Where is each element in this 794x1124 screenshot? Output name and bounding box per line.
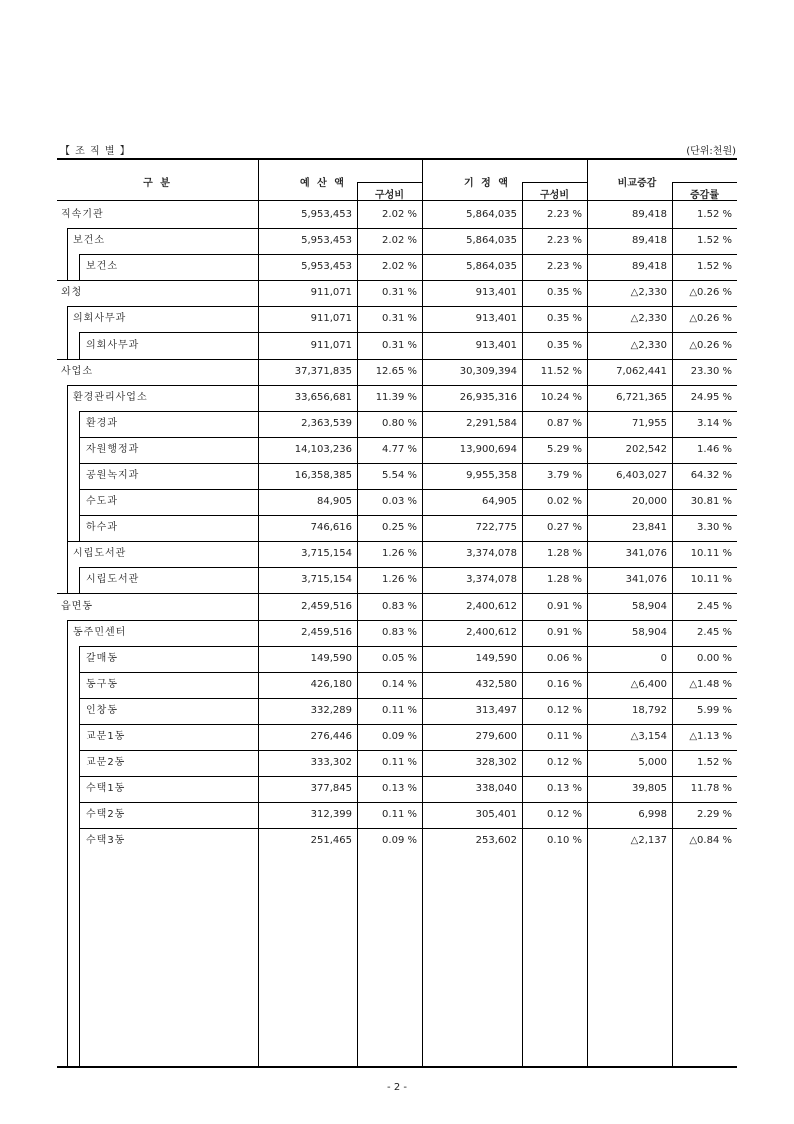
cell-previous: 3,374,078 <box>466 548 517 560</box>
cell-budget-ratio: 2.02 % <box>382 209 417 220</box>
table-row <box>57 594 737 620</box>
cell-change: 5,000 <box>638 757 667 769</box>
row-label: 사업소 <box>61 365 93 377</box>
row-label: 동주민센터 <box>73 626 127 638</box>
row-label: 보건소 <box>86 261 118 273</box>
cell-change: 6,403,027 <box>616 470 667 481</box>
cell-budget: 332,289 <box>310 704 352 716</box>
table-row <box>57 463 737 489</box>
row-label: 수택3동 <box>86 835 126 847</box>
cell-previous: 913,401 <box>475 313 517 325</box>
cell-change: △2,137 <box>630 835 667 847</box>
cell-rate: △0.26 % <box>689 339 732 351</box>
header-previous: 기 정 액 <box>464 178 510 189</box>
cell-previous-ratio: 0.12 % <box>547 757 582 769</box>
row-label: 시립도서관 <box>73 548 127 560</box>
cell-budget: 3,715,154 <box>301 548 352 560</box>
cell-budget-ratio: 12.65 % <box>375 365 417 377</box>
cell-previous-ratio: 0.06 % <box>547 652 582 664</box>
cell-budget-ratio: 2.02 % <box>382 261 417 273</box>
table-row <box>57 750 737 776</box>
cell-budget-ratio: 4.77 % <box>382 443 417 455</box>
row-label: 직속기관 <box>61 209 104 220</box>
cell-budget: 3,715,154 <box>301 574 352 586</box>
row-label: 교문2동 <box>86 757 126 769</box>
cell-budget-ratio: 0.83 % <box>382 600 417 612</box>
row-label: 수택2동 <box>86 809 126 821</box>
row-label: 수도과 <box>86 496 118 508</box>
cell-budget: 312,399 <box>310 809 352 821</box>
cell-rate: 3.30 % <box>697 522 732 534</box>
cell-previous: 2,400,612 <box>466 600 517 612</box>
cell-budget: 2,459,516 <box>301 600 352 612</box>
cell-previous: 149,590 <box>475 652 517 664</box>
cell-rate: △1.13 % <box>689 731 732 742</box>
cell-rate: 10.11 % <box>690 574 732 586</box>
cell-previous-ratio: 0.16 % <box>547 678 582 690</box>
cell-previous-ratio: 0.35 % <box>547 339 582 351</box>
cell-rate: △1.48 % <box>689 678 732 690</box>
cell-budget-ratio: 0.09 % <box>382 835 417 847</box>
cell-change: 89,418 <box>632 209 667 220</box>
cell-change: △2,330 <box>630 339 667 351</box>
cell-previous: 5,864,035 <box>466 235 517 247</box>
cell-change: 7,062,441 <box>616 365 667 377</box>
cell-budget-ratio: 0.80 % <box>382 417 417 429</box>
row-label: 환경과 <box>86 417 118 429</box>
cell-budget-ratio: 0.09 % <box>382 731 417 742</box>
cell-previous-ratio: 0.87 % <box>547 417 582 429</box>
row-label: 의회사무과 <box>86 339 140 351</box>
cell-change: 39,805 <box>632 783 667 795</box>
cell-rate: 24.95 % <box>690 391 732 403</box>
cell-budget-ratio: 11.39 % <box>375 391 417 403</box>
cell-previous: 432,580 <box>475 678 517 690</box>
cell-budget-ratio: 0.31 % <box>382 313 417 325</box>
cell-change: 71,955 <box>632 417 667 429</box>
cell-previous: 30,309,394 <box>459 365 517 377</box>
table-row <box>57 228 737 254</box>
cell-budget-ratio: 0.11 % <box>382 704 417 716</box>
unit-label: (단위:천원) <box>686 146 736 157</box>
cell-budget-ratio: 0.31 % <box>382 339 417 351</box>
cell-previous-ratio: 0.35 % <box>547 287 582 299</box>
row-label: 외청 <box>61 287 83 299</box>
cell-budget-ratio: 1.26 % <box>382 548 417 560</box>
cell-budget: 276,446 <box>310 731 352 742</box>
cell-previous: 338,040 <box>475 783 517 795</box>
cell-rate: 64.32 % <box>690 470 732 481</box>
table-row <box>57 672 737 698</box>
cell-previous: 328,302 <box>475 757 517 769</box>
cell-rate: 1.52 % <box>697 235 732 247</box>
cell-previous-ratio: 0.27 % <box>547 522 582 534</box>
cell-budget-ratio: 0.13 % <box>382 783 417 795</box>
cell-previous: 26,935,316 <box>459 391 517 403</box>
table-row <box>57 828 737 854</box>
cell-rate: 0.00 % <box>697 652 732 664</box>
cell-rate: 10.11 % <box>690 548 732 560</box>
cell-budget: 33,656,681 <box>294 391 352 403</box>
cell-budget: 911,071 <box>310 287 352 299</box>
cell-budget-ratio: 0.11 % <box>382 809 417 821</box>
table-row <box>57 202 737 228</box>
cell-budget-ratio: 0.83 % <box>382 626 417 638</box>
table-row <box>57 254 737 280</box>
cell-previous: 913,401 <box>475 339 517 351</box>
cell-previous-ratio: 0.11 % <box>547 731 582 742</box>
cell-change: 58,904 <box>632 626 667 638</box>
cell-change: 18,792 <box>632 704 667 716</box>
cell-previous-ratio: 0.12 % <box>547 704 582 716</box>
cell-previous: 279,600 <box>475 731 517 742</box>
cell-budget-ratio: 0.31 % <box>382 287 417 299</box>
cell-previous-ratio: 0.12 % <box>547 809 582 821</box>
cell-previous: 9,955,358 <box>466 470 517 481</box>
cell-previous-ratio: 3.79 % <box>547 470 582 481</box>
row-label: 환경관리사업소 <box>73 391 148 403</box>
cell-change: △6,400 <box>630 678 667 690</box>
cell-previous: 64,905 <box>482 496 517 508</box>
cell-budget: 333,302 <box>310 757 352 769</box>
cell-rate: 1.52 % <box>697 209 732 220</box>
cell-budget-ratio: 2.02 % <box>382 235 417 247</box>
cell-previous: 2,400,612 <box>466 626 517 638</box>
cell-rate: 2.45 % <box>697 626 732 638</box>
cell-rate: 2.29 % <box>697 809 732 821</box>
table-row <box>57 776 737 802</box>
cell-previous-ratio: 5.29 % <box>547 443 582 455</box>
cell-previous: 5,864,035 <box>466 209 517 220</box>
table-row <box>57 646 737 672</box>
cell-budget-ratio: 5.54 % <box>382 470 417 481</box>
cell-budget: 5,953,453 <box>301 261 352 273</box>
page-number: - 2 - <box>387 1082 407 1093</box>
row-label: 하수과 <box>86 522 118 534</box>
cell-budget: 251,465 <box>310 835 352 847</box>
table-row <box>57 385 737 411</box>
table-row <box>57 437 737 463</box>
cell-rate: △0.26 % <box>689 313 732 325</box>
row-label: 인창동 <box>86 704 118 716</box>
cell-rate: 5.99 % <box>697 704 732 716</box>
cell-budget: 911,071 <box>310 313 352 325</box>
cell-rate: 23.30 % <box>690 365 732 377</box>
row-label: 보건소 <box>73 235 105 247</box>
cell-previous: 13,900,694 <box>459 443 517 455</box>
table-row <box>57 306 737 332</box>
cell-previous: 313,497 <box>475 704 517 716</box>
cell-previous-ratio: 10.24 % <box>540 391 582 403</box>
cell-previous: 722,775 <box>475 522 517 534</box>
cell-budget-ratio: 1.26 % <box>382 574 417 586</box>
table-row <box>57 280 737 306</box>
cell-rate: 30.81 % <box>690 496 732 508</box>
cell-budget: 16,358,385 <box>294 470 352 481</box>
cell-change: △2,330 <box>630 313 667 325</box>
header-budget: 예 산 액 <box>300 178 346 189</box>
cell-budget: 14,103,236 <box>294 443 352 455</box>
cell-change: 0 <box>660 652 667 664</box>
header-change: 비교증감 <box>617 178 657 189</box>
cell-previous-ratio: 0.10 % <box>547 835 582 847</box>
cell-budget: 2,459,516 <box>301 626 352 638</box>
cell-change: 6,998 <box>638 809 667 821</box>
cell-rate: 3.14 % <box>697 417 732 429</box>
cell-previous: 305,401 <box>475 809 517 821</box>
cell-previous: 3,374,078 <box>466 574 517 586</box>
row-label: 읍면동 <box>61 600 93 612</box>
cell-budget-ratio: 0.03 % <box>382 496 417 508</box>
row-label: 의회사무과 <box>73 313 127 325</box>
cell-previous-ratio: 1.28 % <box>547 574 582 586</box>
cell-budget-ratio: 0.25 % <box>382 522 417 534</box>
cell-previous-ratio: 0.02 % <box>547 496 582 508</box>
row-label: 공원녹지과 <box>86 470 140 481</box>
cell-previous: 2,291,584 <box>466 417 517 429</box>
cell-previous-ratio: 0.91 % <box>547 626 582 638</box>
cell-change: △2,330 <box>630 287 667 299</box>
cell-rate: 1.52 % <box>697 757 732 769</box>
header-change-rate: 증감률 <box>690 190 719 201</box>
budget-table <box>57 158 737 1068</box>
cell-previous-ratio: 0.91 % <box>547 600 582 612</box>
cell-rate: 1.46 % <box>697 443 732 455</box>
cell-budget-ratio: 0.05 % <box>382 652 417 664</box>
table-row <box>57 567 737 593</box>
cell-previous-ratio: 11.52 % <box>540 365 582 377</box>
table-row <box>57 802 737 828</box>
table-row <box>57 333 737 359</box>
row-label: 시립도서관 <box>86 574 140 586</box>
cell-change: 23,841 <box>632 522 667 534</box>
cell-change: 89,418 <box>632 261 667 273</box>
header-budget-ratio: 구성비 <box>375 190 404 201</box>
table-row <box>57 489 737 515</box>
table-row <box>57 620 737 646</box>
cell-budget: 911,071 <box>310 339 352 351</box>
header-previous-ratio: 구성비 <box>540 190 569 201</box>
cell-previous: 5,864,035 <box>466 261 517 273</box>
cell-previous: 913,401 <box>475 287 517 299</box>
cell-budget: 746,616 <box>310 522 352 534</box>
cell-rate: 2.45 % <box>697 600 732 612</box>
row-label: 수택1동 <box>86 783 126 795</box>
table-row <box>57 724 737 750</box>
cell-previous-ratio: 0.35 % <box>547 313 582 325</box>
cell-budget: 37,371,835 <box>294 365 352 377</box>
cell-change: 89,418 <box>632 235 667 247</box>
row-label: 갈매동 <box>86 652 118 664</box>
cell-previous-ratio: 2.23 % <box>547 261 582 273</box>
cell-budget: 149,590 <box>310 652 352 664</box>
cell-change: 6,721,365 <box>616 391 667 403</box>
cell-rate: 11.78 % <box>690 783 732 795</box>
table-row <box>57 359 737 385</box>
cell-previous-ratio: 2.23 % <box>547 209 582 220</box>
cell-previous-ratio: 2.23 % <box>547 235 582 247</box>
table-row <box>57 411 737 437</box>
cell-budget: 5,953,453 <box>301 235 352 247</box>
cell-rate: 1.52 % <box>697 261 732 273</box>
header-division: 구 분 <box>143 178 172 189</box>
row-label: 동구동 <box>86 678 118 690</box>
cell-budget-ratio: 0.14 % <box>382 678 417 690</box>
cell-change: 58,904 <box>632 600 667 612</box>
row-label: 자원행정과 <box>86 443 140 455</box>
cell-budget: 84,905 <box>317 496 352 508</box>
cell-rate: △0.84 % <box>689 835 732 847</box>
cell-rate: △0.26 % <box>689 287 732 299</box>
cell-change: 20,000 <box>632 496 667 508</box>
cell-budget: 426,180 <box>310 678 352 690</box>
cell-budget: 377,845 <box>310 783 352 795</box>
row-label: 교문1동 <box>86 731 126 742</box>
cell-change: 341,076 <box>625 574 667 586</box>
cell-budget: 2,363,539 <box>301 417 352 429</box>
table-row <box>57 515 737 541</box>
cell-change: 341,076 <box>625 548 667 560</box>
cell-budget: 5,953,453 <box>301 209 352 220</box>
table-row <box>57 698 737 724</box>
cell-previous: 253,602 <box>475 835 517 847</box>
section-title: 【 조 직 별 】 <box>60 146 131 157</box>
table-row <box>57 541 737 567</box>
cell-change: △3,154 <box>630 731 667 742</box>
cell-change: 202,542 <box>625 443 667 455</box>
cell-budget-ratio: 0.11 % <box>382 757 417 769</box>
cell-previous-ratio: 0.13 % <box>547 783 582 795</box>
cell-previous-ratio: 1.28 % <box>547 548 582 560</box>
